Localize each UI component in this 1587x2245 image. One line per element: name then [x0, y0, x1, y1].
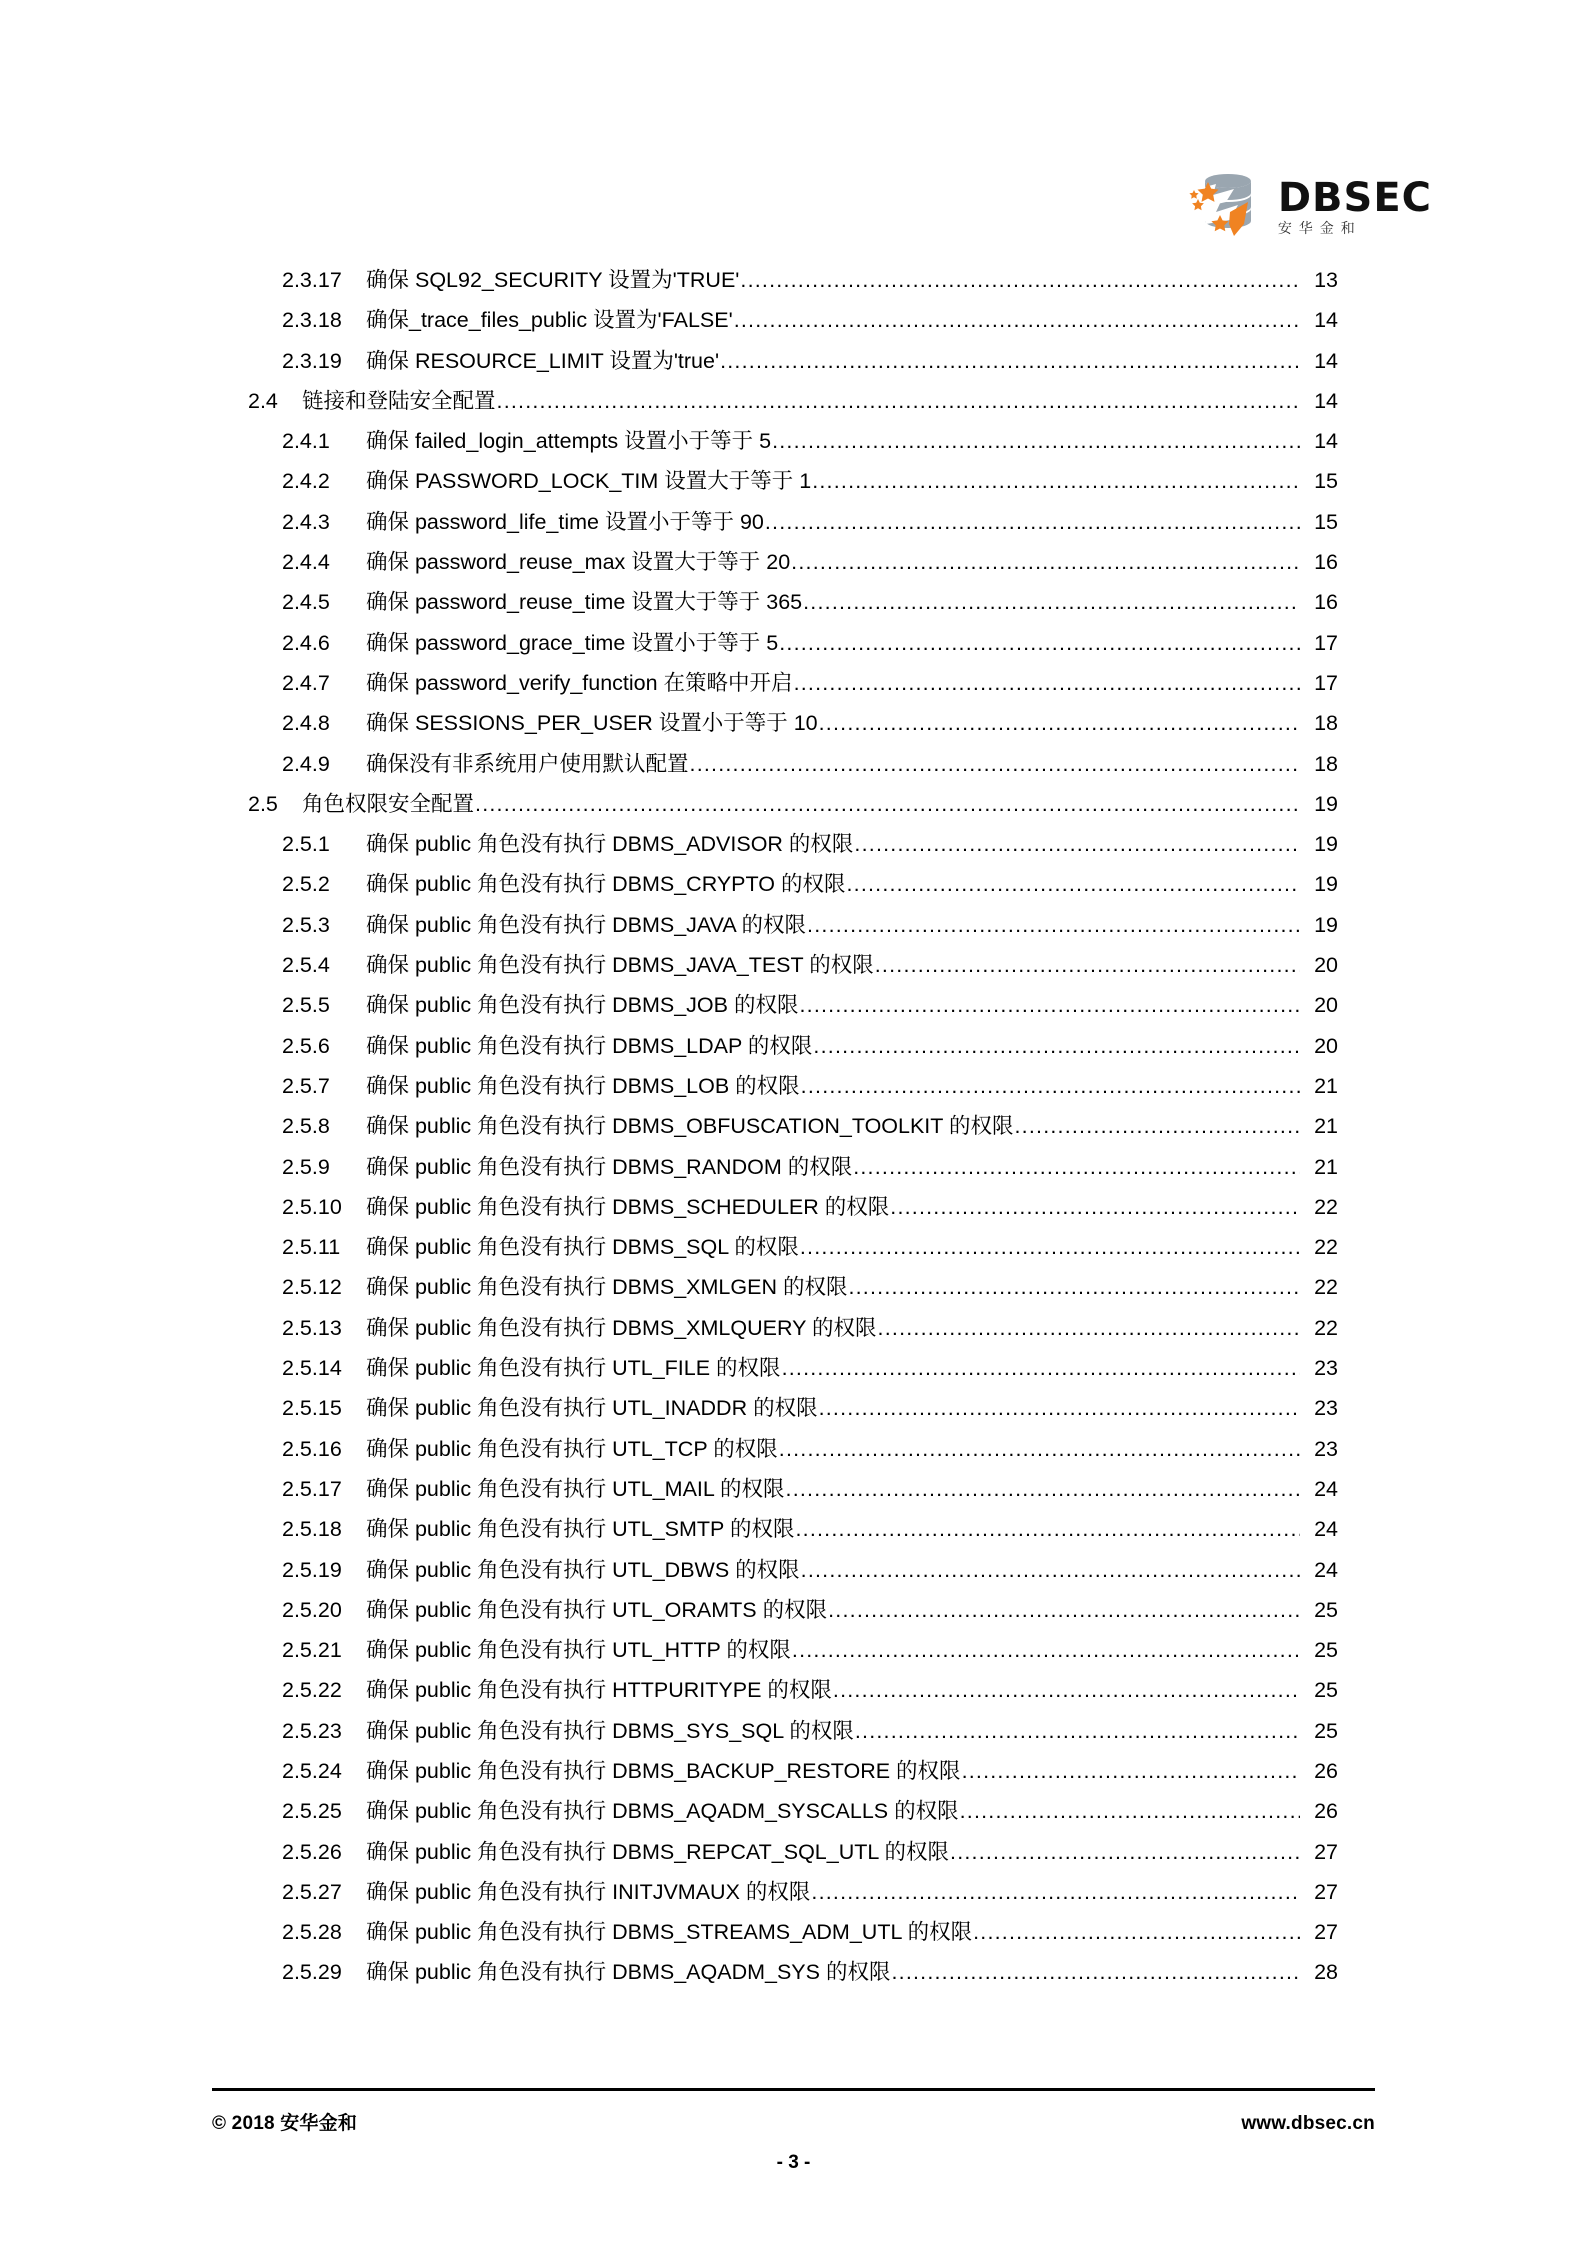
toc-leader-dots	[801, 1076, 1300, 1098]
toc-entry[interactable]	[248, 431, 1338, 471]
toc-entry[interactable]	[248, 1476, 1338, 1519]
toc-entry-page: 13	[1314, 268, 1338, 292]
toc-entry[interactable]	[248, 630, 1338, 673]
toc-entry-title: 确保 public 角色没有执行 DBMS_JAVA_TEST 的权限	[366, 953, 874, 978]
toc-entry-title: 确保 public 角色没有执行 INITJVMAUX 的权限	[366, 1879, 811, 1904]
toc-entry-number: 2.4.7	[282, 670, 330, 695]
toc-leader-dots	[497, 391, 1300, 413]
toc-leader-dots	[846, 874, 1300, 896]
toc-entry-page: 18	[1314, 711, 1338, 736]
toc-leader-dots	[794, 673, 1300, 695]
toc-leader-dots	[803, 592, 1300, 614]
logo-name: DBSEC	[1277, 175, 1432, 221]
toc-entry-title: 确保 password_reuse_time 设置大于等于 365	[366, 590, 803, 615]
toc-leader-dots	[960, 1801, 1300, 1823]
toc-entry-number: 2.4.1	[282, 429, 330, 454]
toc-entry-title: 确保 public 角色没有执行 DBMS_AQADM_SYS 的权限	[366, 1960, 891, 1985]
toc-entry-page: 27	[1314, 1839, 1338, 1864]
toc-entry-title: 确保 public 角色没有执行 DBMS_STREAMS_ADM_UTL 的权限	[366, 1920, 973, 1945]
toc-entry[interactable]	[248, 1922, 1338, 1962]
toc-entry-title: 确保 public 角色没有执行 DBMS_SYS_SQL 的权限	[366, 1718, 854, 1743]
toc-entry-title: 确保 RESOURCE_LIMIT 设置为'true'	[366, 348, 720, 373]
toc-entry-title: 确保 public 角色没有执行 DBMS_LDAP 的权限	[366, 1033, 813, 1058]
toc-entry-page: 22	[1314, 1315, 1338, 1340]
toc-entry-page: 23	[1314, 1436, 1338, 1461]
toc-entry[interactable]	[248, 1277, 1338, 1317]
toc-leader-dots	[786, 1479, 1300, 1501]
toc-entry-title: 确保 public 角色没有执行 UTL_TCP 的权限	[366, 1436, 778, 1461]
toc-entry-title: 确保 public 角色没有执行 DBMS_BACKUP_RESTORE 的权限	[366, 1758, 961, 1783]
toc-leader-dots	[1015, 1116, 1301, 1138]
toc-entry[interactable]	[248, 1597, 1338, 1640]
toc-entry[interactable]	[248, 310, 1338, 350]
toc-entry[interactable]	[248, 1962, 1338, 2002]
toc-entry-title: 确保 public 角色没有执行 DBMS_CRYPTO 的权限	[366, 872, 846, 897]
toc-entry-title: 确保 public 角色没有执行 DBMS_RANDOM 的权限	[366, 1154, 853, 1179]
toc-entry-page: 23	[1314, 1356, 1338, 1381]
toc-leader-dots	[734, 310, 1300, 332]
logo-subtitle: 安华金和	[1277, 221, 1362, 237]
toc-entry-page: 21	[1314, 1114, 1338, 1139]
toc-entry-page: 18	[1314, 751, 1338, 776]
toc-leader-dots	[779, 633, 1300, 655]
toc-entry-page: 24	[1314, 1517, 1338, 1542]
dbsec-logo	[1186, 168, 1432, 246]
toc-entry-number: 2.3.17	[282, 268, 342, 292]
toc-leader-dots	[819, 1398, 1300, 1420]
toc-entry[interactable]	[248, 1116, 1338, 1156]
database-cylinder-icon	[1186, 168, 1264, 246]
toc-entry[interactable]	[248, 270, 1338, 310]
toc-leader-dots	[811, 1882, 1300, 1904]
toc-entry-page: 14	[1314, 308, 1338, 333]
toc-entry-page: 24	[1314, 1557, 1338, 1582]
toc-entry-number: 2.5.16	[282, 1436, 342, 1461]
toc-entry-page: 22	[1314, 1235, 1338, 1260]
toc-entry-number: 2.5.1	[282, 832, 330, 857]
toc-entry-page: 26	[1314, 1758, 1338, 1783]
toc-leader-dots	[740, 270, 1300, 292]
toc-entry-title: 确保 PASSWORD_LOCK_TIM 设置大于等于 1	[366, 469, 812, 494]
toc-leader-dots	[800, 1237, 1300, 1259]
toc-entry-page: 19	[1314, 791, 1338, 816]
toc-entry-page: 25	[1314, 1678, 1338, 1703]
toc-leader-dots	[799, 995, 1300, 1017]
toc-entry-title: 确保 SQL92_SECURITY 设置为'TRUE'	[366, 268, 740, 292]
toc-leader-dots	[801, 1560, 1300, 1582]
toc-leader-dots	[828, 1600, 1300, 1622]
toc-entry[interactable]	[248, 751, 1338, 794]
toc-entry-title: 确保 password_grace_time 设置小于等于 5	[366, 630, 779, 655]
toc-entry[interactable]	[248, 388, 1338, 431]
toc-leader-dots	[875, 955, 1300, 977]
toc-leader-dots	[819, 713, 1300, 735]
toc-entry-number: 2.5.27	[282, 1879, 342, 1904]
toc-entry[interactable]	[248, 670, 1338, 713]
toc-entry-title: 确保 public 角色没有执行 DBMS_SCHEDULER 的权限	[366, 1194, 890, 1219]
toc-entry-title: 角色权限安全配置	[302, 791, 475, 816]
toc-entry[interactable]	[248, 552, 1338, 592]
toc-entry-page: 19	[1314, 912, 1338, 937]
toc-entry-number: 2.5.22	[282, 1678, 342, 1703]
toc-leader-dots	[475, 794, 1300, 816]
toc-entry-number: 2.5.15	[282, 1396, 342, 1421]
toc-leader-dots	[782, 1358, 1300, 1380]
toc-entry-page: 21	[1314, 1073, 1338, 1098]
footer-website[interactable]: www.dbsec.cn	[1241, 2113, 1375, 2134]
toc-entry[interactable]	[248, 1801, 1338, 1841]
toc-entry-number: 2.5.8	[282, 1114, 330, 1139]
toc-entry-page: 20	[1314, 993, 1338, 1018]
toc-leader-dots	[765, 512, 1300, 534]
toc-entry-title: 确保 public 角色没有执行 DBMS_ADVISOR 的权限	[366, 832, 854, 857]
toc-leader-dots	[791, 552, 1300, 574]
toc-entry-page: 20	[1314, 1033, 1338, 1058]
toc-entry[interactable]	[248, 1398, 1338, 1438]
logo-wordmark	[1277, 175, 1432, 237]
toc-entry[interactable]	[248, 592, 1338, 632]
toc-entry[interactable]	[248, 912, 1338, 955]
toc-entry-page: 24	[1314, 1476, 1338, 1501]
toc-entry[interactable]	[248, 995, 1338, 1035]
table-of-contents	[248, 270, 1338, 2003]
toc-entry-title: 确保 public 角色没有执行 UTL_ORAMTS 的权限	[366, 1597, 828, 1622]
toc-leader-dots	[812, 471, 1300, 493]
toc-entry[interactable]	[248, 1358, 1338, 1398]
toc-entry[interactable]	[248, 1557, 1338, 1600]
toc-entry[interactable]	[248, 1519, 1338, 1559]
toc-entry[interactable]	[248, 1315, 1338, 1358]
toc-entry[interactable]	[248, 1640, 1338, 1680]
toc-entry-number: 2.5.19	[282, 1557, 342, 1582]
toc-entry-number: 2.4.3	[282, 509, 330, 534]
toc-entry[interactable]	[248, 1237, 1338, 1277]
toc-entry-page: 25	[1314, 1638, 1338, 1663]
toc-entry-number: 2.5.2	[282, 872, 330, 897]
toc-entry-title: 确保 password_verify_function 在策略中开启	[366, 670, 793, 695]
toc-entry-number: 2.4.6	[282, 630, 330, 655]
toc-entry-title: 确保_trace_files_public 设置为'FALSE'	[366, 308, 733, 333]
toc-entry-number: 2.5.26	[282, 1839, 342, 1864]
toc-entry-title: 确保 public 角色没有执行 DBMS_SQL 的权限	[366, 1235, 799, 1260]
toc-entry[interactable]	[248, 1879, 1338, 1922]
toc-entry-number: 2.4.2	[282, 469, 330, 494]
toc-leader-dots	[690, 754, 1300, 776]
footer-divider	[212, 2088, 1375, 2091]
toc-entry-page: 15	[1314, 469, 1338, 494]
toc-entry-number: 2.4.5	[282, 590, 330, 615]
toc-entry-number: 2.5.23	[282, 1718, 342, 1743]
toc-entry-page: 17	[1314, 630, 1338, 655]
toc-entry-number: 2.4.9	[282, 751, 330, 776]
toc-entry-number: 2.5.6	[282, 1033, 330, 1058]
toc-entry[interactable]	[248, 1758, 1338, 1801]
toc-leader-dots	[772, 431, 1300, 453]
toc-leader-dots	[950, 1842, 1300, 1864]
toc-entry[interactable]	[248, 1436, 1338, 1479]
toc-entry-page: 28	[1314, 1960, 1338, 1985]
toc-entry-number: 2.5.17	[282, 1476, 342, 1501]
toc-entry-page: 20	[1314, 953, 1338, 978]
toc-entry-page: 27	[1314, 1920, 1338, 1945]
toc-entry-number: 2.5.5	[282, 993, 330, 1018]
toc-entry[interactable]	[248, 874, 1338, 914]
toc-entry-title: 确保 public 角色没有执行 DBMS_OBFUSCATION_TOOLKIT 的权限	[366, 1114, 1014, 1139]
toc-entry-title: 确保 SESSIONS_PER_USER 设置小于等于 10	[366, 711, 818, 736]
toc-entry-page: 27	[1314, 1879, 1338, 1904]
toc-entry-title: 确保 public 角色没有执行 DBMS_XMLGEN 的权限	[366, 1275, 848, 1300]
toc-entry-title: 确保 public 角色没有执行 DBMS_XMLQUERY 的权限	[366, 1315, 877, 1340]
toc-leader-dots	[720, 351, 1300, 373]
toc-entry[interactable]	[248, 348, 1338, 391]
toc-entry-page: 14	[1314, 348, 1338, 373]
toc-entry-title: 确保 public 角色没有执行 UTL_FILE 的权限	[366, 1356, 781, 1381]
toc-leader-dots	[854, 834, 1300, 856]
toc-entry-number: 2.4.4	[282, 550, 330, 575]
toc-entry-page: 22	[1314, 1194, 1338, 1219]
toc-leader-dots	[807, 915, 1300, 937]
toc-entry-number: 2.5.4	[282, 953, 330, 978]
toc-entry-number: 2.5	[248, 791, 278, 816]
toc-entry[interactable]	[248, 1839, 1338, 1882]
toc-entry-number: 2.5.10	[282, 1194, 342, 1219]
toc-entry-title: 确保 public 角色没有执行 UTL_SMTP 的权限	[366, 1517, 795, 1542]
toc-entry-number: 2.3.19	[282, 348, 342, 373]
toc-entry[interactable]	[248, 955, 1338, 995]
toc-entry[interactable]	[248, 1680, 1338, 1720]
toc-entry-title: 确保 public 角色没有执行 DBMS_JOB 的权限	[366, 993, 799, 1018]
toc-leader-dots	[853, 1157, 1300, 1179]
toc-entry-number: 2.4	[248, 388, 278, 413]
toc-entry-title: 确保 public 角色没有执行 DBMS_LOB 的权限	[366, 1073, 800, 1098]
toc-entry-number: 2.5.3	[282, 912, 330, 937]
toc-entry-title: 确保 public 角色没有执行 UTL_MAIL 的权限	[366, 1476, 785, 1501]
toc-entry[interactable]	[248, 1718, 1338, 1761]
toc-leader-dots	[878, 1318, 1300, 1340]
toc-entry-title: 确保 public 角色没有执行 UTL_HTTP 的权限	[366, 1638, 791, 1663]
toc-entry-page: 25	[1314, 1718, 1338, 1743]
toc-entry-page: 17	[1314, 670, 1338, 695]
toc-entry-number: 2.5.13	[282, 1315, 342, 1340]
toc-entry-title: 确保 failed_login_attempts 设置小于等于 5	[366, 429, 772, 454]
toc-entry-number: 2.5.29	[282, 1960, 342, 1985]
toc-entry-page: 19	[1314, 832, 1338, 857]
toc-entry-page: 16	[1314, 590, 1338, 615]
toc-entry-number: 2.5.18	[282, 1517, 342, 1542]
toc-entry-number: 2.5.14	[282, 1356, 342, 1381]
toc-entry-page: 23	[1314, 1396, 1338, 1421]
toc-leader-dots	[833, 1680, 1300, 1702]
toc-leader-dots	[792, 1640, 1300, 1662]
toc-leader-dots	[795, 1519, 1300, 1541]
toc-entry-title: 确保 password_life_time 设置小于等于 90	[366, 509, 764, 534]
toc-entry-title: 确保 public 角色没有执行 DBMS_REPCAT_SQL_UTL 的权限	[366, 1839, 950, 1864]
toc-entry-page: 15	[1314, 509, 1338, 534]
toc-entry-page: 25	[1314, 1597, 1338, 1622]
toc-entry-number: 2.5.7	[282, 1073, 330, 1098]
toc-entry-number: 2.4.8	[282, 711, 330, 736]
toc-entry[interactable]	[248, 1033, 1338, 1076]
toc-entry-title: 确保 public 角色没有执行 HTTPURITYPE 的权限	[366, 1678, 832, 1703]
toc-entry[interactable]	[248, 834, 1338, 874]
toc-entry[interactable]	[248, 1194, 1338, 1237]
toc-entry-number: 2.5.24	[282, 1758, 342, 1783]
toc-entry-title: 确保 public 角色没有执行 DBMS_JAVA 的权限	[366, 912, 807, 937]
toc-leader-dots	[813, 1036, 1300, 1058]
toc-entry[interactable]	[248, 791, 1338, 834]
toc-entry-title: 确保 password_reuse_max 设置大于等于 20	[366, 550, 791, 575]
toc-leader-dots	[973, 1922, 1300, 1944]
toc-entry-number: 2.5.9	[282, 1154, 330, 1179]
toc-leader-dots	[891, 1962, 1300, 1984]
footer-copyright: © 2018 安华金和	[212, 2113, 358, 2134]
toc-entry-title: 确保 public 角色没有执行 UTL_DBWS 的权限	[366, 1557, 800, 1582]
toc-entry-title: 链接和登陆安全配置	[302, 388, 496, 413]
page-footer	[212, 2108, 1375, 2135]
toc-entry-title: 确保 public 角色没有执行 DBMS_AQADM_SYSCALLS 的权限	[366, 1799, 959, 1824]
toc-entry-number: 2.5.12	[282, 1275, 342, 1300]
page-number: - 3 -	[776, 2152, 811, 2173]
toc-leader-dots	[855, 1721, 1300, 1743]
toc-entry-title: 确保 public 角色没有执行 UTL_INADDR 的权限	[366, 1396, 818, 1421]
toc-entry-page: 14	[1314, 429, 1338, 454]
toc-entry-title: 确保没有非系统用户使用默认配置	[366, 751, 689, 776]
toc-entry-number: 2.5.11	[282, 1235, 341, 1260]
toc-leader-dots	[890, 1197, 1300, 1219]
toc-entry-number: 2.5.20	[282, 1597, 342, 1622]
toc-leader-dots	[779, 1439, 1300, 1461]
toc-entry-page: 22	[1314, 1275, 1338, 1300]
toc-entry[interactable]	[248, 1154, 1338, 1197]
toc-entry[interactable]	[248, 1073, 1338, 1116]
toc-entry-page: 21	[1314, 1154, 1338, 1179]
toc-entry-page: 14	[1314, 388, 1338, 413]
toc-entry[interactable]	[248, 471, 1338, 511]
toc-entry[interactable]	[248, 509, 1338, 552]
toc-entry-number: 2.5.25	[282, 1799, 342, 1824]
toc-entry-number: 2.3.18	[282, 308, 342, 333]
toc-leader-dots	[962, 1761, 1300, 1783]
toc-entry[interactable]	[248, 713, 1338, 753]
toc-leader-dots	[848, 1277, 1300, 1299]
toc-entry-number: 2.5.28	[282, 1920, 342, 1945]
toc-entry-number: 2.5.21	[282, 1638, 342, 1663]
toc-entry-page: 19	[1314, 872, 1338, 897]
toc-entry-page: 26	[1314, 1799, 1338, 1824]
toc-entry-page: 16	[1314, 550, 1338, 575]
